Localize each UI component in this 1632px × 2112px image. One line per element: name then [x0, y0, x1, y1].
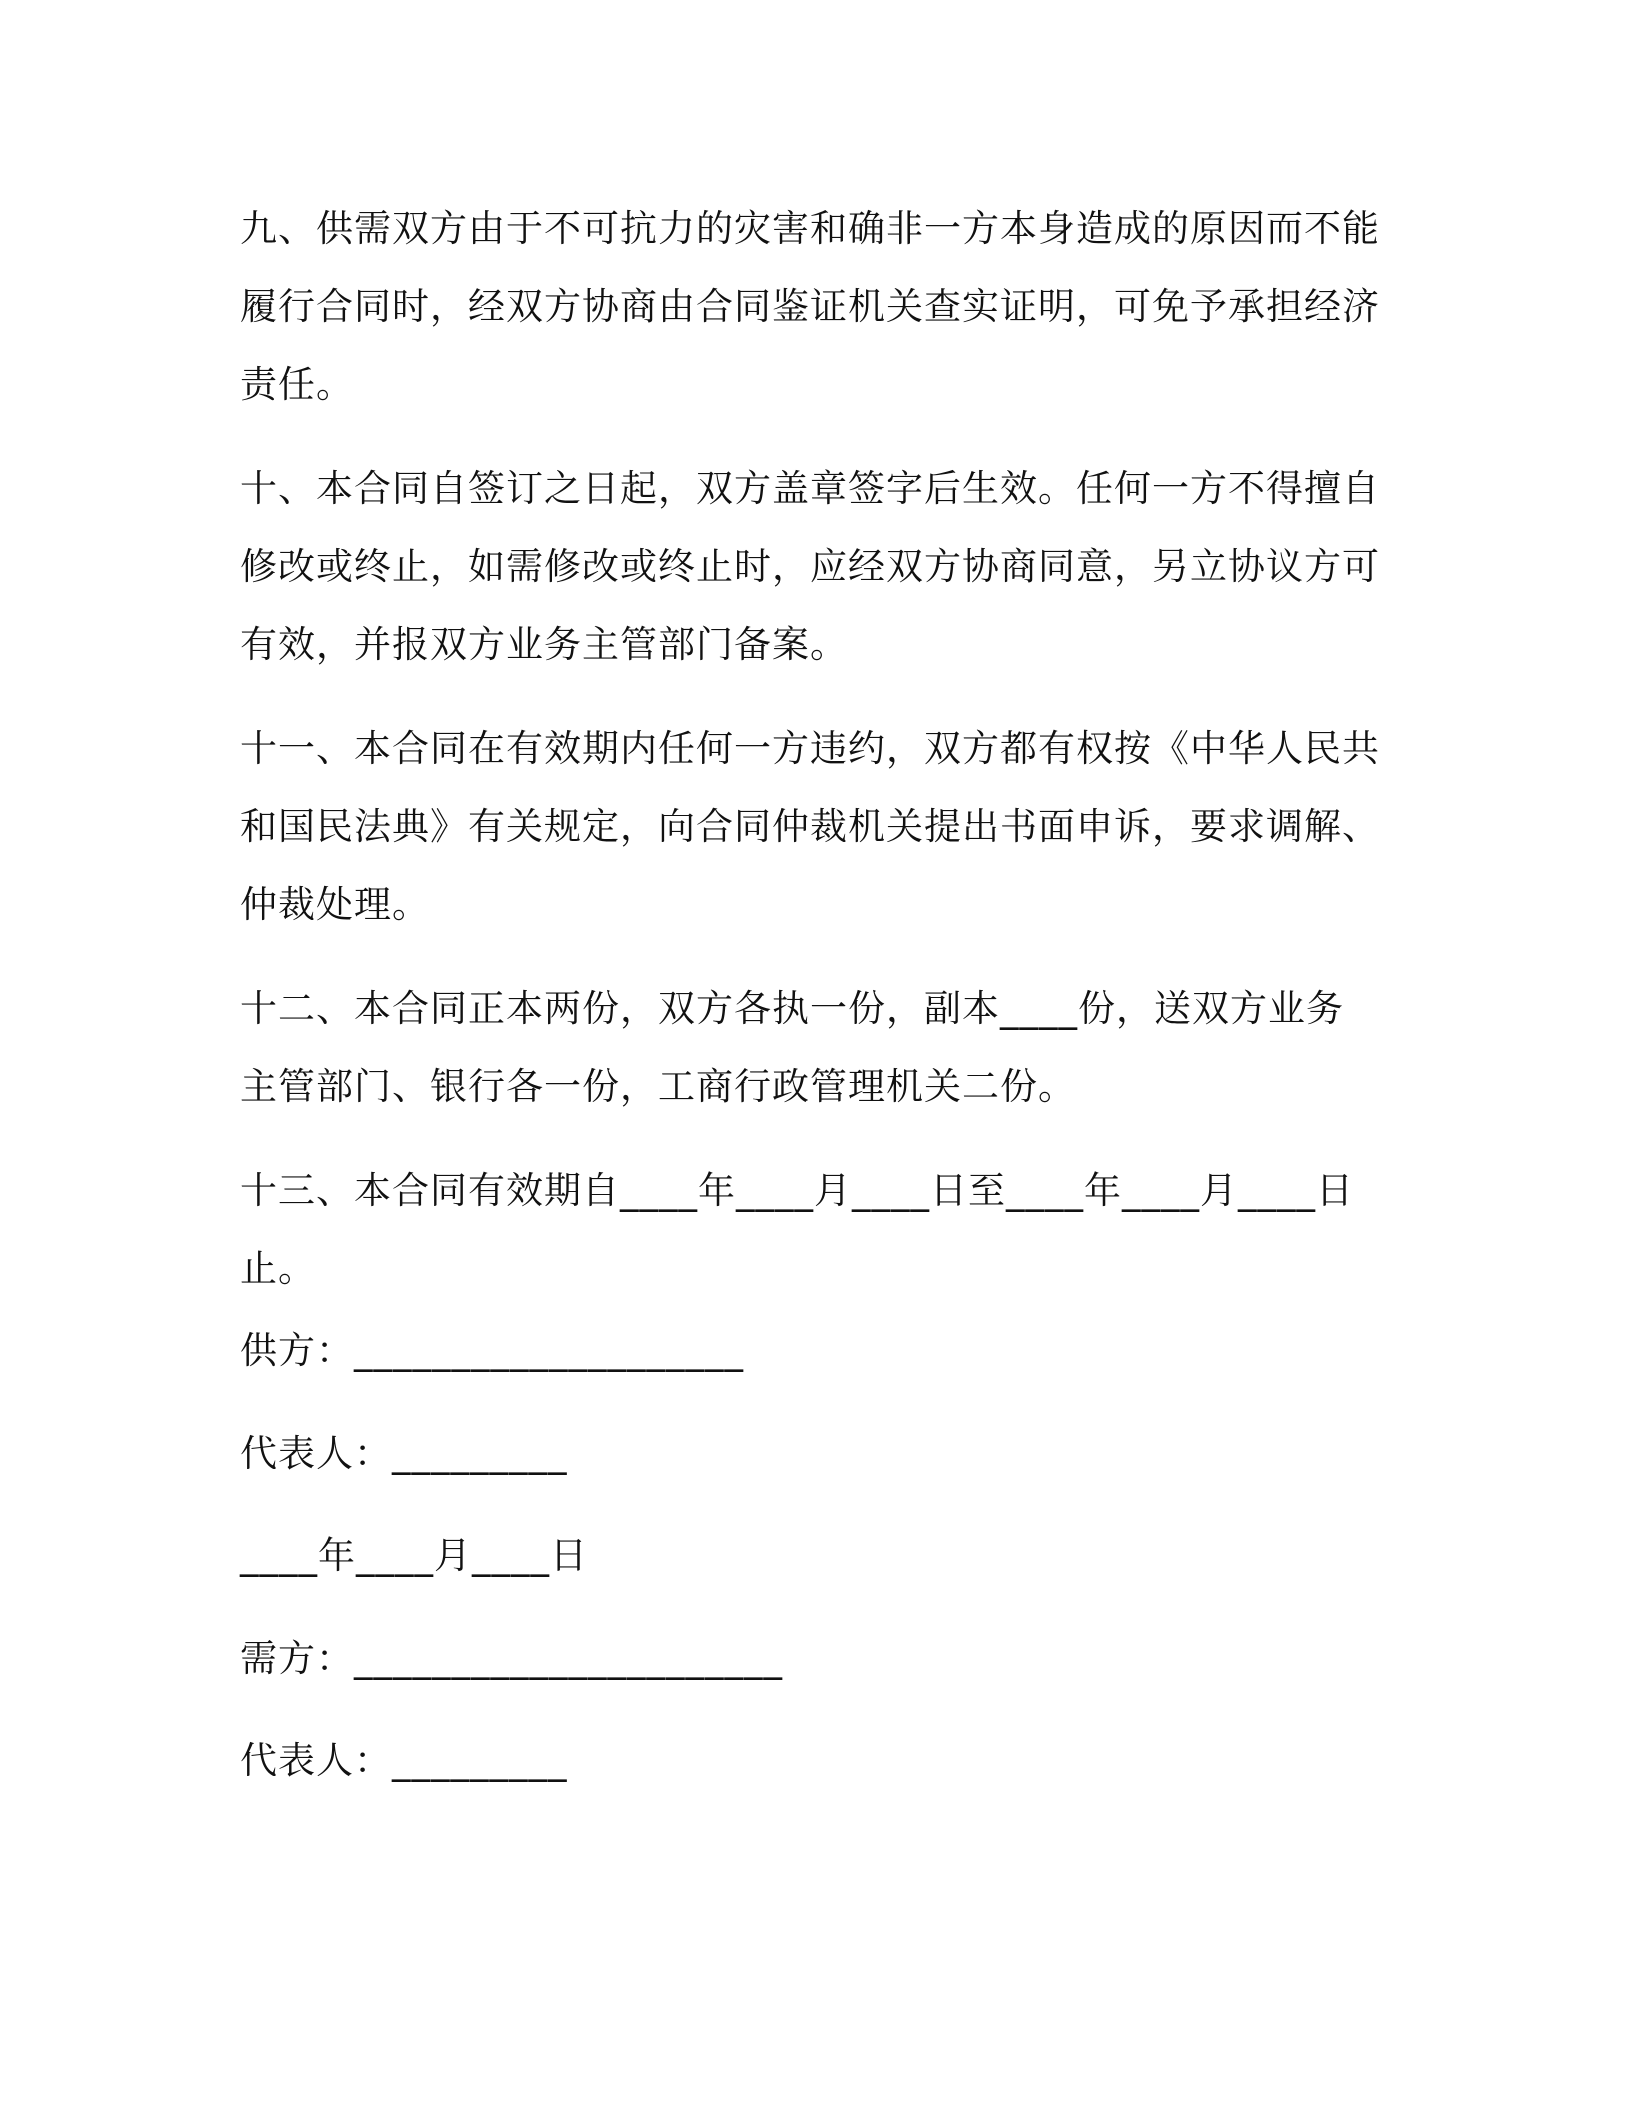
contract-clauses	[240, 190, 1380, 1334]
clause-12: 十二、本合同正本两份，双方各执一份，副本____份，送双方业务主管部门、银行各一份，工商行政管理机关二份。	[240, 987, 1344, 1108]
supplier-line: 供方：____________________	[240, 1329, 744, 1372]
clause-10: 十、本合同自签订之日起，双方盖章签字后生效。任何一方不得擅自修改或终止，如需修改或终止时，应经双方协商同意，另立协议方可有效，并报双方业务主管部门备案。	[240, 467, 1380, 666]
clause-11: 十一、本合同在有效期内任何一方违约，双方都有权按《中华人民共和国民法典》有关规定，向合同仲裁机关提出书面申诉，要求调解、仲裁处理。	[240, 727, 1380, 926]
clause-9: 九、供需双方由于不可抗力的灾害和确非一方本身造成的原因而不能履行合同时，经双方协商由合同鉴证机关查实证明，可免予承担经济责任。	[240, 207, 1380, 406]
supplier-representative-line: 代表人：_________	[240, 1432, 568, 1475]
supplier-date-line: ____年____月____日	[240, 1534, 588, 1577]
buyer-representative-line: 代表人：_________	[240, 1739, 568, 1782]
buyer-line: 需方：______________________	[240, 1637, 783, 1680]
clause-13: 十三、本合同有效期自____年____月____日至____年____月____日止。	[240, 1169, 1354, 1290]
